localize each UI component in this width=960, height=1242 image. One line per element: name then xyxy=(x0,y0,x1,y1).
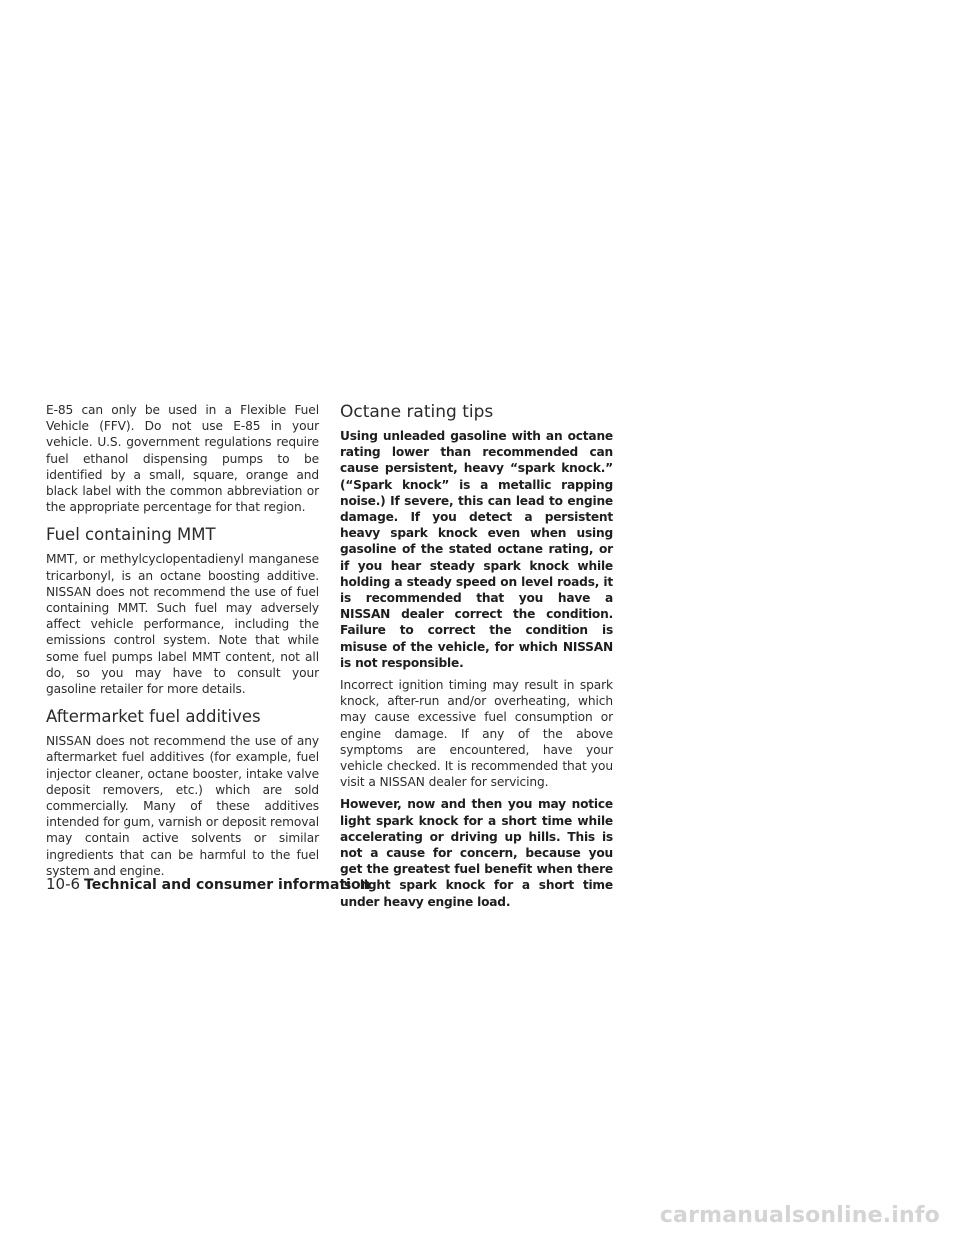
page-number: 10-6 xyxy=(46,875,81,893)
e85-paragraph: E-85 can only be used in a Flexible Fuel Vehicle (FFV). Do not use E-85 in your vehicle. U.S. government regulations require fuel ethanol dispensing pumps to be identified by a small, square, orange and black label with the common abbreviation or the appropriate percentage for that region. xyxy=(46,403,319,515)
mmt-paragraph: MMT, or methylcyclopentadienyl manganese tricarbonyl, is an octane boosting additive. NISSAN does not recommend the use of fuel containing MMT. Such fuel may adversely affect vehicle performance, including the emissions control system. Note that while some fuel pumps label MMT content, not all do, so you may have to consult your gasoline retailer for more details. xyxy=(46,552,319,697)
octane-warning-paragraph: Using unleaded gasoline with an octane rating lower than recommended can cause persistent, heavy “spark knock.” (“Spark knock” is a metallic rapping noise.) If severe, this can lead to engine damage. If you detect a persistent heavy spark knock even when using gasoline of the stated octane rating, or if you hear steady spark knock while holding a steady speed on level roads, it is recommended that you have a NISSAN dealer correct the condition. Failure to correct the condition is misuse of the vehicle, for which NISSAN is not responsible. xyxy=(340,429,613,670)
right-column xyxy=(340,402,613,916)
section-title: Technical and consumer information xyxy=(84,877,371,893)
page-footer xyxy=(46,875,371,893)
ignition-timing-paragraph: Incorrect ignition timing may result in spark knock, after-run and/or overheating, which may cause excessive fuel consumption or engine damage. If any of the above symptoms are encountered, have your vehicle checked. It is recommended that you visit a NISSAN dealer for servicing. xyxy=(340,678,613,790)
octane-heading: Octane rating tips xyxy=(340,402,494,422)
additives-paragraph: NISSAN does not recommend the use of any aftermarket fuel additives (for example, fuel injector cleaner, octane booster, intake valve deposit removers, etc.) which are sold commercially. Many of these additives intended for gum, varnish or deposit removal may contain active solvents or similar ingredients that can be harmful to the fuel system and engine. xyxy=(46,734,319,878)
left-column xyxy=(46,402,319,885)
additives-heading: Aftermarket fuel additives xyxy=(46,707,261,727)
watermark: carmanualsonline.info xyxy=(659,1203,940,1228)
light-knock-paragraph: However, now and then you may notice light spark knock for a short time while accelerating or driving up hills. This is not a cause for concern, because you get the greatest fuel benefit when there is light spark knock for a short time under heavy engine load. xyxy=(340,797,613,909)
mmt-heading: Fuel containing MMT xyxy=(46,525,216,545)
